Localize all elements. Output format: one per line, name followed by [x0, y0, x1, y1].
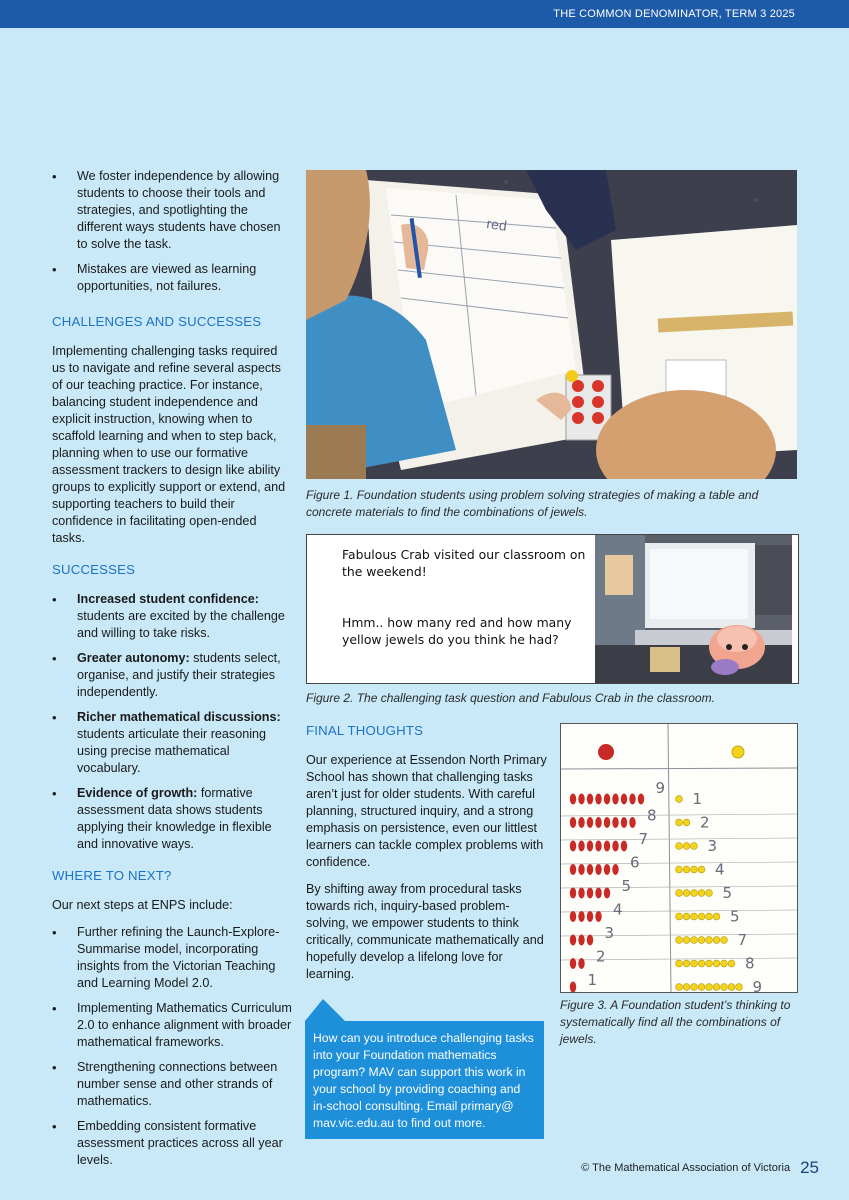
yellow-jewel-mark — [706, 913, 713, 920]
list-item: • We foster independence by allowing students to choose their tools and strategies, and spotlighting the different ways students have chosen to solve the task. — [52, 168, 292, 253]
red-jewel-mark — [604, 864, 610, 875]
next-heading: WHERE TO NEXT? — [52, 868, 172, 883]
red-jewel-mark — [570, 841, 576, 852]
figure3-student-work — [560, 723, 798, 993]
list-item — [52, 591, 292, 642]
challenges-paragraph: Implementing challenging tasks required us to navigate and refine several aspects of our teaching practice. For instance, balancing student independence and explicit instruction, knowing when to scaffold learning and when to step back, planning when to use our formative assessment trackers to design like ability groups to explicitly support or extend, and supporting teachers to build their confidence in facilitating open-ended tasks. — [52, 344, 286, 545]
yellow-jewel-mark — [736, 984, 743, 991]
yellow-jewel-mark — [713, 913, 720, 920]
red-jewel-mark — [629, 817, 635, 828]
yellow-jewel-mark — [698, 890, 705, 897]
yellow-count-label: 5 — [730, 907, 740, 926]
red-jewel-mark — [595, 841, 601, 852]
red-count-label: 7 — [638, 830, 649, 848]
mav-callout-box — [305, 1021, 544, 1139]
task-question-box — [306, 534, 799, 684]
yellow-jewel-mark — [691, 866, 698, 873]
red-jewel-mark — [604, 794, 610, 805]
red-jewel-mark — [595, 864, 601, 875]
figure2-caption: Figure 2. The challenging task question and Fabulous Crab in the classroom. — [306, 691, 715, 705]
yellow-jewel-mark — [683, 843, 690, 850]
yellow-jewel-mark — [698, 937, 705, 944]
yellow-jewel-mark — [721, 960, 728, 967]
yellow-jewel-mark — [706, 960, 713, 967]
success-text: students articulate their reasoning using precise mathematical vocabulary. — [77, 727, 267, 775]
yellow-jewel-mark — [683, 984, 690, 991]
challenges-heading: CHALLENGES AND SUCCESSES — [52, 314, 262, 329]
red-jewel-mark — [587, 794, 593, 805]
classroom-photo-illustration — [306, 170, 797, 479]
red-jewel-mark — [621, 841, 627, 852]
yellow-jewel-mark — [676, 960, 683, 967]
red-jewel-mark — [587, 911, 593, 922]
list-item: • Mistakes are viewed as learning opportunities, not failures. — [52, 261, 292, 295]
yellow-count-label: 3 — [707, 837, 718, 855]
red-jewel-mark — [587, 888, 593, 899]
yellow-jewel-mark — [691, 937, 698, 944]
list-item: • Further refining the Launch-Explore-Summarise model, incorporating insights from the Victorian Teaching and Learning Model 2.0. — [52, 924, 292, 992]
left-column — [52, 168, 292, 1177]
yellow-count-label: 5 — [722, 884, 733, 902]
yellow-jewel-mark — [706, 937, 713, 944]
yellow-jewel-mark — [698, 866, 705, 873]
success-text: students are excited by the challenge and willing to take risks. — [77, 609, 285, 640]
red-jewel-mark — [621, 794, 627, 805]
red-count-label: 3 — [604, 924, 615, 942]
intro-bullet-list — [52, 168, 292, 295]
list-item — [52, 650, 292, 701]
yellow-jewel-mark — [721, 984, 728, 991]
yellow-count-label: 7 — [737, 931, 748, 949]
header-bar — [0, 0, 849, 28]
red-jewel-mark — [587, 841, 593, 852]
yellow-jewel-mark — [713, 984, 720, 991]
successes-heading: SUCCESSES — [52, 562, 136, 577]
red-jewel-mark — [621, 817, 627, 828]
yellow-jewel-mark — [713, 960, 720, 967]
red-jewel-mark — [638, 794, 644, 805]
red-jewel-mark — [570, 888, 576, 899]
yellow-jewel-mark — [676, 796, 683, 803]
red-jewel-mark — [578, 841, 584, 852]
red-jewel-mark — [570, 958, 576, 969]
yellow-jewel-mark — [683, 890, 690, 897]
yellow-jewel-mark — [728, 984, 735, 991]
red-jewel-mark — [578, 958, 584, 969]
red-jewel-mark — [587, 935, 593, 946]
yellow-jewel-mark — [676, 984, 683, 991]
task-question-2: Hmm.. how many red and how many yellow jewels do you think he had? — [342, 615, 572, 647]
successes-list — [52, 591, 292, 853]
red-jewel-mark — [587, 817, 593, 828]
red-jewel-mark — [595, 817, 601, 828]
list-item — [52, 709, 292, 777]
red-jewel-mark — [604, 888, 610, 899]
final-heading: FINAL THOUGHTS — [306, 723, 424, 738]
success-term: Richer mathematical discussions: — [77, 710, 281, 724]
yellow-jewel-mark — [706, 890, 713, 897]
red-jewel-mark — [578, 794, 584, 805]
yellow-jewel-mark — [698, 960, 705, 967]
yellow-jewel-mark — [676, 843, 683, 850]
figure1-photo — [306, 170, 797, 479]
yellow-jewel-mark — [706, 984, 713, 991]
yellow-jewel-mark — [691, 890, 698, 897]
red-count-label: 4 — [613, 900, 623, 919]
next-steps-list — [52, 924, 292, 1169]
yellow-jewel-mark — [676, 866, 683, 873]
red-jewel-mark — [604, 817, 610, 828]
footer — [581, 1158, 819, 1178]
yellow-count-label: 9 — [752, 978, 763, 993]
red-jewel-mark — [595, 911, 601, 922]
red-jewel-mark — [612, 864, 618, 875]
red-jewel-mark — [604, 841, 610, 852]
yellow-jewel-mark — [691, 960, 698, 967]
figure1-caption: Figure 1. Foundation students using problem solving strategies of making a table and concrete materials to find the combinations of jewels. — [306, 488, 759, 519]
red-jewel-mark — [578, 888, 584, 899]
crab-photo-illustration — [595, 535, 792, 683]
task-question-1: Fabulous Crab visited our classroom on the weekend! — [342, 547, 586, 579]
list-item: • Embedding consistent formative assessment practices across all year levels. — [52, 1118, 292, 1169]
success-term: Increased student confidence: — [77, 592, 259, 606]
list-item — [52, 785, 292, 853]
callout-tab — [305, 999, 345, 1021]
red-jewel-mark — [587, 864, 593, 875]
yellow-jewel-mark — [676, 890, 683, 897]
success-term: Greater autonomy: — [77, 651, 190, 665]
callout-text: How can you introduce challenging tasks into your Foundation mathematics program? MAV can support this work in your school by providing coaching and in-school consulting. Email primary@ mav.vic.edu.au to find out more. — [313, 1031, 534, 1130]
red-jewel-mark — [612, 841, 618, 852]
final-paragraph-1: Our experience at Essendon North Primary School has shown that challenging tasks aren’t just for older students. With careful planning, structured inquiry, and a strong emphasis on persistence, even our littlest learners can tackle complex problems with confidence. — [306, 753, 547, 869]
yellow-jewel-mark — [676, 819, 683, 826]
page-number: 25 — [800, 1158, 819, 1177]
yellow-jewel-mark — [713, 937, 720, 944]
success-text: formative assessment data shows students applying their knowledge in flexible and innovative ways. — [77, 786, 272, 851]
success-term: Evidence of growth: — [77, 786, 198, 800]
red-count-label: 8 — [647, 806, 657, 825]
red-jewel-mark — [629, 794, 635, 805]
yellow-jewel-mark — [683, 960, 690, 967]
yellow-jewel-mark — [683, 866, 690, 873]
yellow-jewel-mark — [698, 984, 705, 991]
yellow-jewel-mark — [721, 937, 728, 944]
fabulous-crab-photo — [595, 535, 792, 683]
red-jewel-mark — [612, 794, 618, 805]
success-text: students select, organise, and justify their strategies independently. — [77, 651, 281, 699]
yellow-jewel-mark — [691, 913, 698, 920]
yellow-jewel-mark — [683, 913, 690, 920]
red-count-label: 1 — [587, 971, 598, 989]
red-jewel-mark — [570, 864, 576, 875]
red-jewel-mark — [595, 888, 601, 899]
red-count-label: 5 — [621, 877, 632, 895]
yellow-jewel-mark — [691, 984, 698, 991]
final-thoughts-column — [306, 722, 548, 993]
yellow-jewel-mark — [728, 960, 735, 967]
red-jewel-mark — [578, 935, 584, 946]
list-item: • Implementing Mathematics Curriculum 2.0 to enhance alignment with broader mathematical frameworks. — [52, 1000, 292, 1051]
red-jewel-mark — [570, 911, 576, 922]
red-jewel-mark — [595, 794, 601, 805]
red-count-label: 2 — [596, 947, 606, 966]
yellow-count-label: 1 — [692, 790, 703, 808]
list-item: • Strengthening connections between number sense and other strands of mathematics. — [52, 1059, 292, 1110]
yellow-jewel-mark — [698, 913, 705, 920]
red-jewel-mark — [612, 817, 618, 828]
yellow-jewel-mark — [691, 843, 698, 850]
copyright-text: © The Mathematical Association of Victoria — [581, 1162, 791, 1174]
figure3-caption: Figure 3. A Foundation student’s thinking to systematically find all the combinations of jewels. — [560, 998, 791, 1046]
red-jewel-mark — [578, 911, 584, 922]
yellow-count-label: 2 — [700, 813, 710, 832]
red-jewel-mark — [578, 817, 584, 828]
red-count-label: 9 — [655, 779, 666, 797]
publication-title: THE COMMON DENOMINATOR, TERM 3 2025 — [553, 8, 795, 20]
red-jewel-mark — [570, 794, 576, 805]
yellow-count-label: 4 — [715, 860, 725, 879]
red-count-label: 6 — [630, 853, 640, 872]
red-jewel-mark — [570, 817, 576, 828]
red-jewel-mark — [570, 935, 576, 946]
final-paragraph-2: By shifting away from procedural tasks towards rich, inquiry-based problem-solving, we empower students to think critically, communicate mathematically and hopefully develop a lifelong love for learning. — [306, 882, 544, 981]
yellow-jewel-mark — [683, 937, 690, 944]
yellow-jewel-mark — [676, 937, 683, 944]
red-jewel-mark — [578, 864, 584, 875]
yellow-jewel-mark — [683, 819, 690, 826]
sheet-label: red — [485, 215, 508, 234]
red-jewel-mark — [570, 982, 576, 993]
next-intro: Our next steps at ENPS include: — [52, 898, 233, 912]
yellow-jewel-mark — [676, 913, 683, 920]
student-worksheet — [561, 724, 798, 993]
yellow-count-label: 8 — [745, 954, 755, 973]
